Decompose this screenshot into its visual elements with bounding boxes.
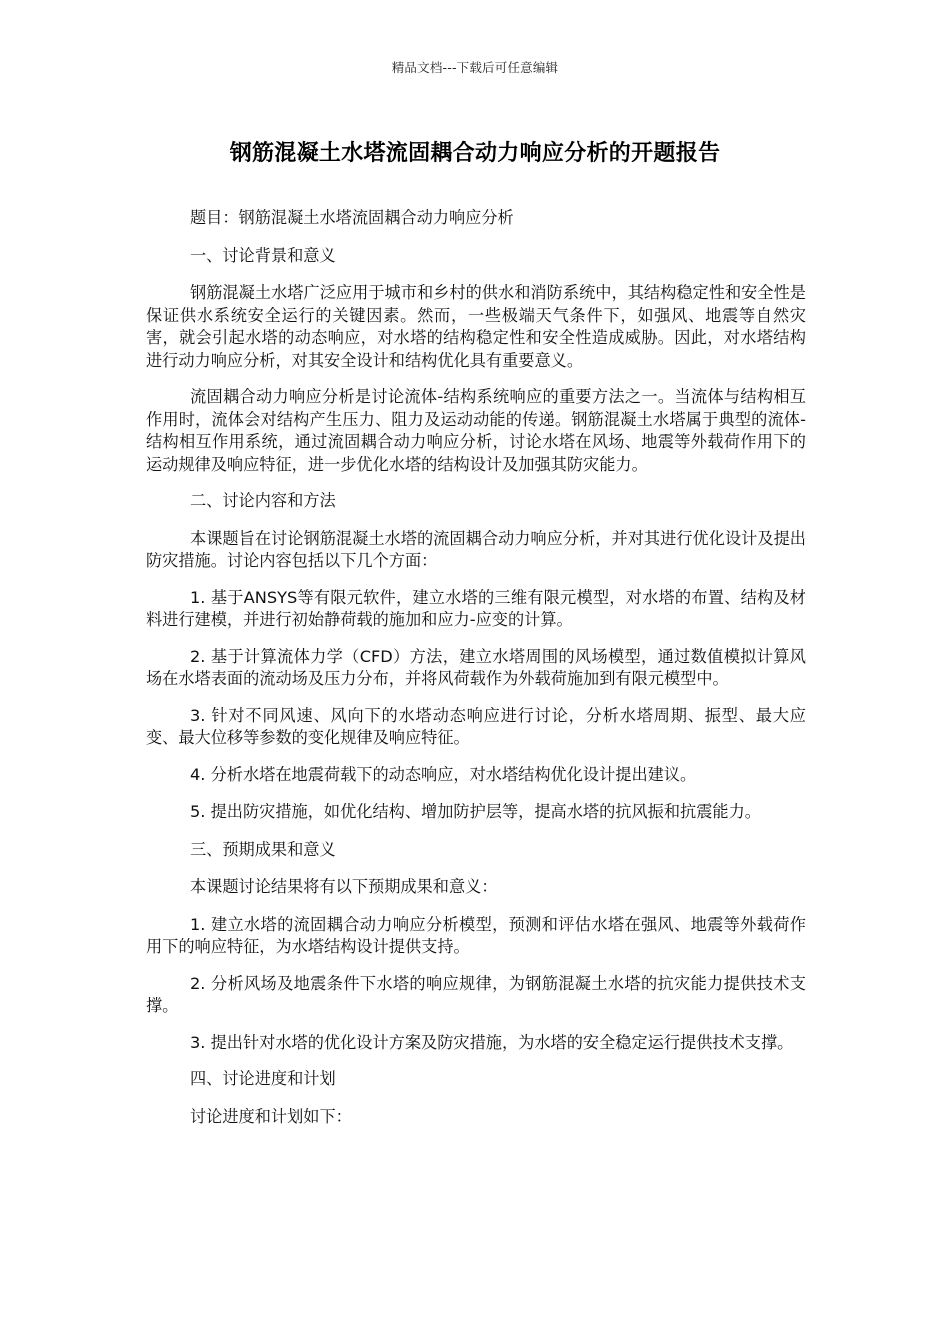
list-item: 1. 基于ANSYS等有限元软件，建立水塔的三维有限元模型，对水塔的布置、结构及材料进行建模，并进行初始静荷载的施加和应力-应变的计算。 [146, 587, 806, 629]
list-item: 2. 分析风场及地震条件下水塔的响应规律，为钢筋混凝土水塔的抗灾能力提供技术支撑。 [146, 973, 806, 1015]
body-paragraph: 钢筋混凝土水塔广泛应用于城市和乡村的供水和消防系统中，其结构稳定性和安全性是保证供水系统安全运行的关键因素。然而，一些极端天气条件下，如强风、地震等自然灾害，就会引起水塔的动态响应，对水塔的结构稳定性和安全性造成威胁。因此，对水塔结构进行动力响应分析，对其安全设计和结构优化具有重要意义。 [146, 283, 806, 370]
body-paragraph: 本课题旨在讨论钢筋混凝土水塔的流固耦合动力响应分析，并对其进行优化设计及提出防灾措施。讨论内容包括以下几个方面： [146, 528, 806, 570]
page-title: 钢筋混凝土水塔流固耦合动力响应分析的开题报告 [229, 141, 721, 166]
section-heading-3: 三、预期成果和意义 [190, 839, 336, 859]
list-item: 3. 提出针对水塔的优化设计方案及防灾措施，为水塔的安全稳定运行提供技术支撑。 [190, 1032, 794, 1052]
body-paragraph: 讨论进度和计划如下： [190, 1106, 352, 1126]
document-body [146, 207, 806, 1143]
section-heading-2: 二、讨论内容和方法 [190, 491, 336, 510]
list-item: 3. 针对不同风速、风向下的水塔动态响应进行讨论，分析水塔周期、振型、最大应变、最大位移等参数的变化规律及响应特征。 [146, 705, 806, 747]
section-heading-4: 四、讨论进度和计划 [190, 1069, 336, 1088]
body-paragraph: 本课题讨论结果将有以下预期成果和意义： [190, 877, 498, 896]
list-item: 4. 分析水塔在地震荷载下的动态响应，对水塔结构优化设计提出建议。 [190, 764, 697, 784]
header-note: 精品文档---下载后可任意编辑 [391, 60, 559, 75]
list-item: 1. 建立水塔的流固耦合动力响应分析模型，预测和评估水塔在强风、地震等外载荷作用下的响应特征，为水塔结构设计提供支持。 [146, 914, 806, 956]
list-item: 2. 基于计算流体力学（CFD）方法，建立水塔周围的风场模型，通过数值模拟计算风场在水塔表面的流动场及压力分布，并将风荷载作为外载荷施加到有限元模型中。 [146, 646, 806, 688]
section-heading-1: 一、讨论背景和意义 [190, 245, 336, 265]
list-item: 5. 提出防灾措施，如优化结构、增加防护层等，提高水塔的抗风振和抗震能力。 [190, 802, 761, 821]
topic-line: 题目：钢筋混凝土水塔流固耦合动力响应分析 [190, 208, 514, 227]
body-paragraph: 流固耦合动力响应分析是讨论流体-结构系统响应的重要方法之一。当流体与结构相互作用时，流体会对结构产生压力、阻力及运动动能的传递。钢筋混凝土水塔属于典型的流体-结构相互作用系统，通过流固耦合动力响应分析，讨论水塔在风场、地震等外载荷作用下的运动规律及响应特征，进一步优化水塔的结构设计及加强其防灾能力。 [146, 387, 806, 474]
